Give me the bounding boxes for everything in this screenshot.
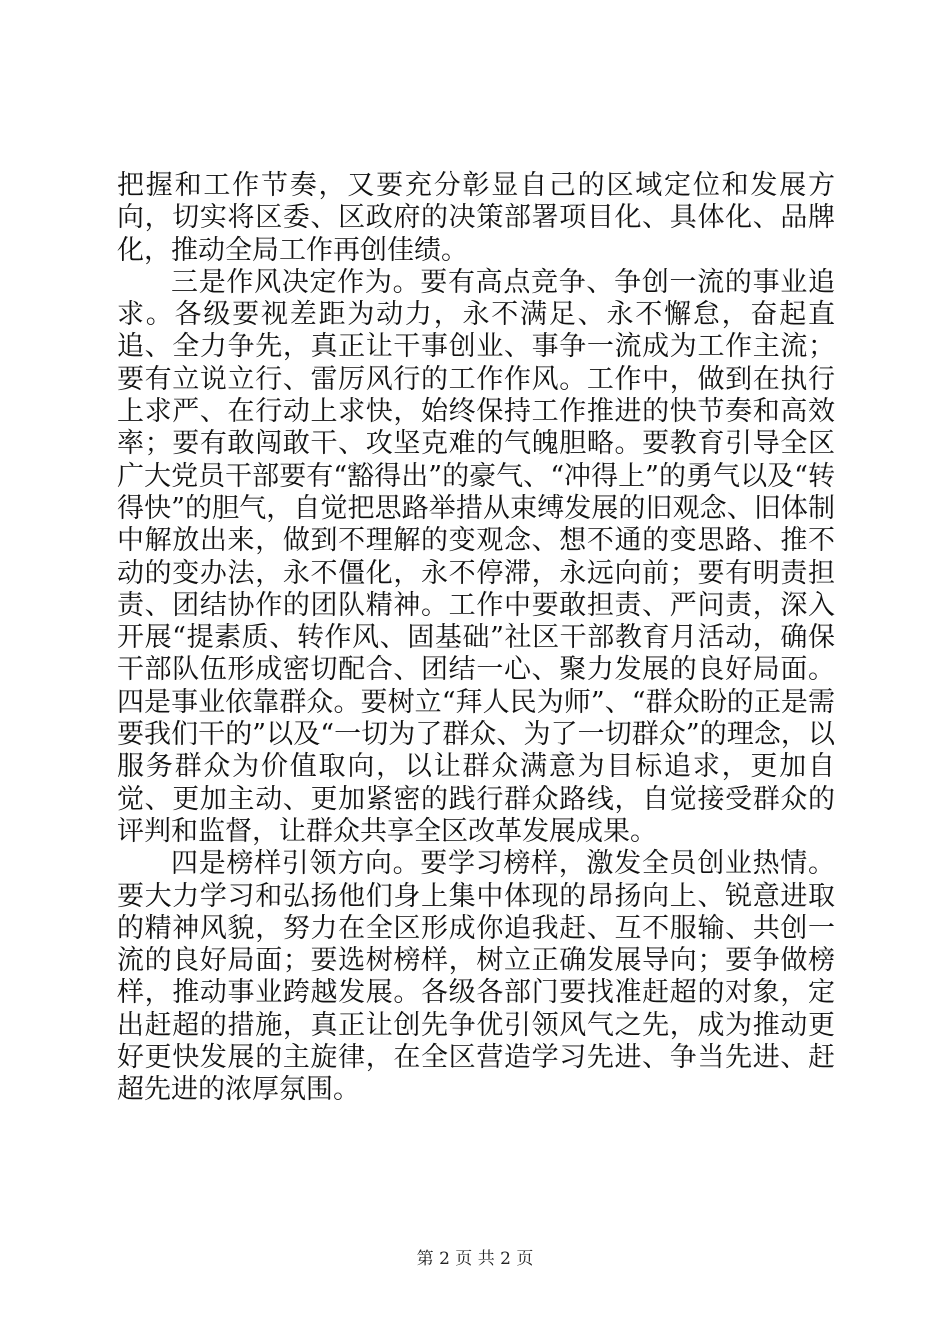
page-footer: 第 2 页 共 2 页 xyxy=(416,1249,534,1269)
paragraph-1: 把握和工作节奏，又要充分彰显自己的区域定位和发展方向，切实将区委、区政府的决策部署项目化、具体化、品牌化，推动全局工作再创佳绩。 xyxy=(117,170,835,266)
document-body xyxy=(117,170,835,1107)
paragraph-2: 三是作风决定作为。要有高点竞争、争创一流的事业追求。各级要视差距为动力，永不满足、永不懈怠，奋起直追、全力争先，真正让干事创业、事争一流成为工作主流；要有立说立行、雷厉风行的工作作风。工作中，做到在执行上求严、在行动上求快，始终保持工作推进的快节奏和高效率；要有敢闯敢干、攻坚克难的气魄胆略。要教育引导全区广大党员干部要有“豁得出”的豪气、“冲得上”的勇气以及“转得快”的胆气，自觉把思路举措从束缚发展的旧观念、旧体制中解放出来，做到不理解的变观念、想不通的变思路、推不动的变办法，永不僵化，永不停滞，永远向前；要有明责担责、团结协作的团队精神。工作中要敢担责、严问责，深入开展“提素质、转作风、固基础”社区干部教育月活动，确保干部队伍形成密切配合、团结一心、聚力发展的良好局面。四是事业依靠群众。要树立“拜人民为师”、“群众盼的正是需要我们干的”以及“一切为了群众、为了一切群众”的理念，以服务群众为价值取向，以让群众满意为目标追求，更加自觉、更加主动、更加紧密的践行群众路线，自觉接受群众的评判和监督，让群众共享全区改革发展成果。 xyxy=(117,266,835,847)
paragraph-3: 四是榜样引领方向。要学习榜样，激发全员创业热情。要大力学习和弘扬他们身上集中体现的昂扬向上、锐意进取的精神风貌，努力在全区形成你追我赶、互不服输、共创一流的良好局面；要选树榜样，树立正确发展导向；要争做榜样，推动事业跨越发展。各级各部门要找准赶超的对象，定出赶超的措施，真正让创先争优引领风气之先，成为推动更好更快发展的主旋律，在全区营造学习先进、争当先进、赶超先进的浓厚氛围。 xyxy=(117,848,835,1106)
